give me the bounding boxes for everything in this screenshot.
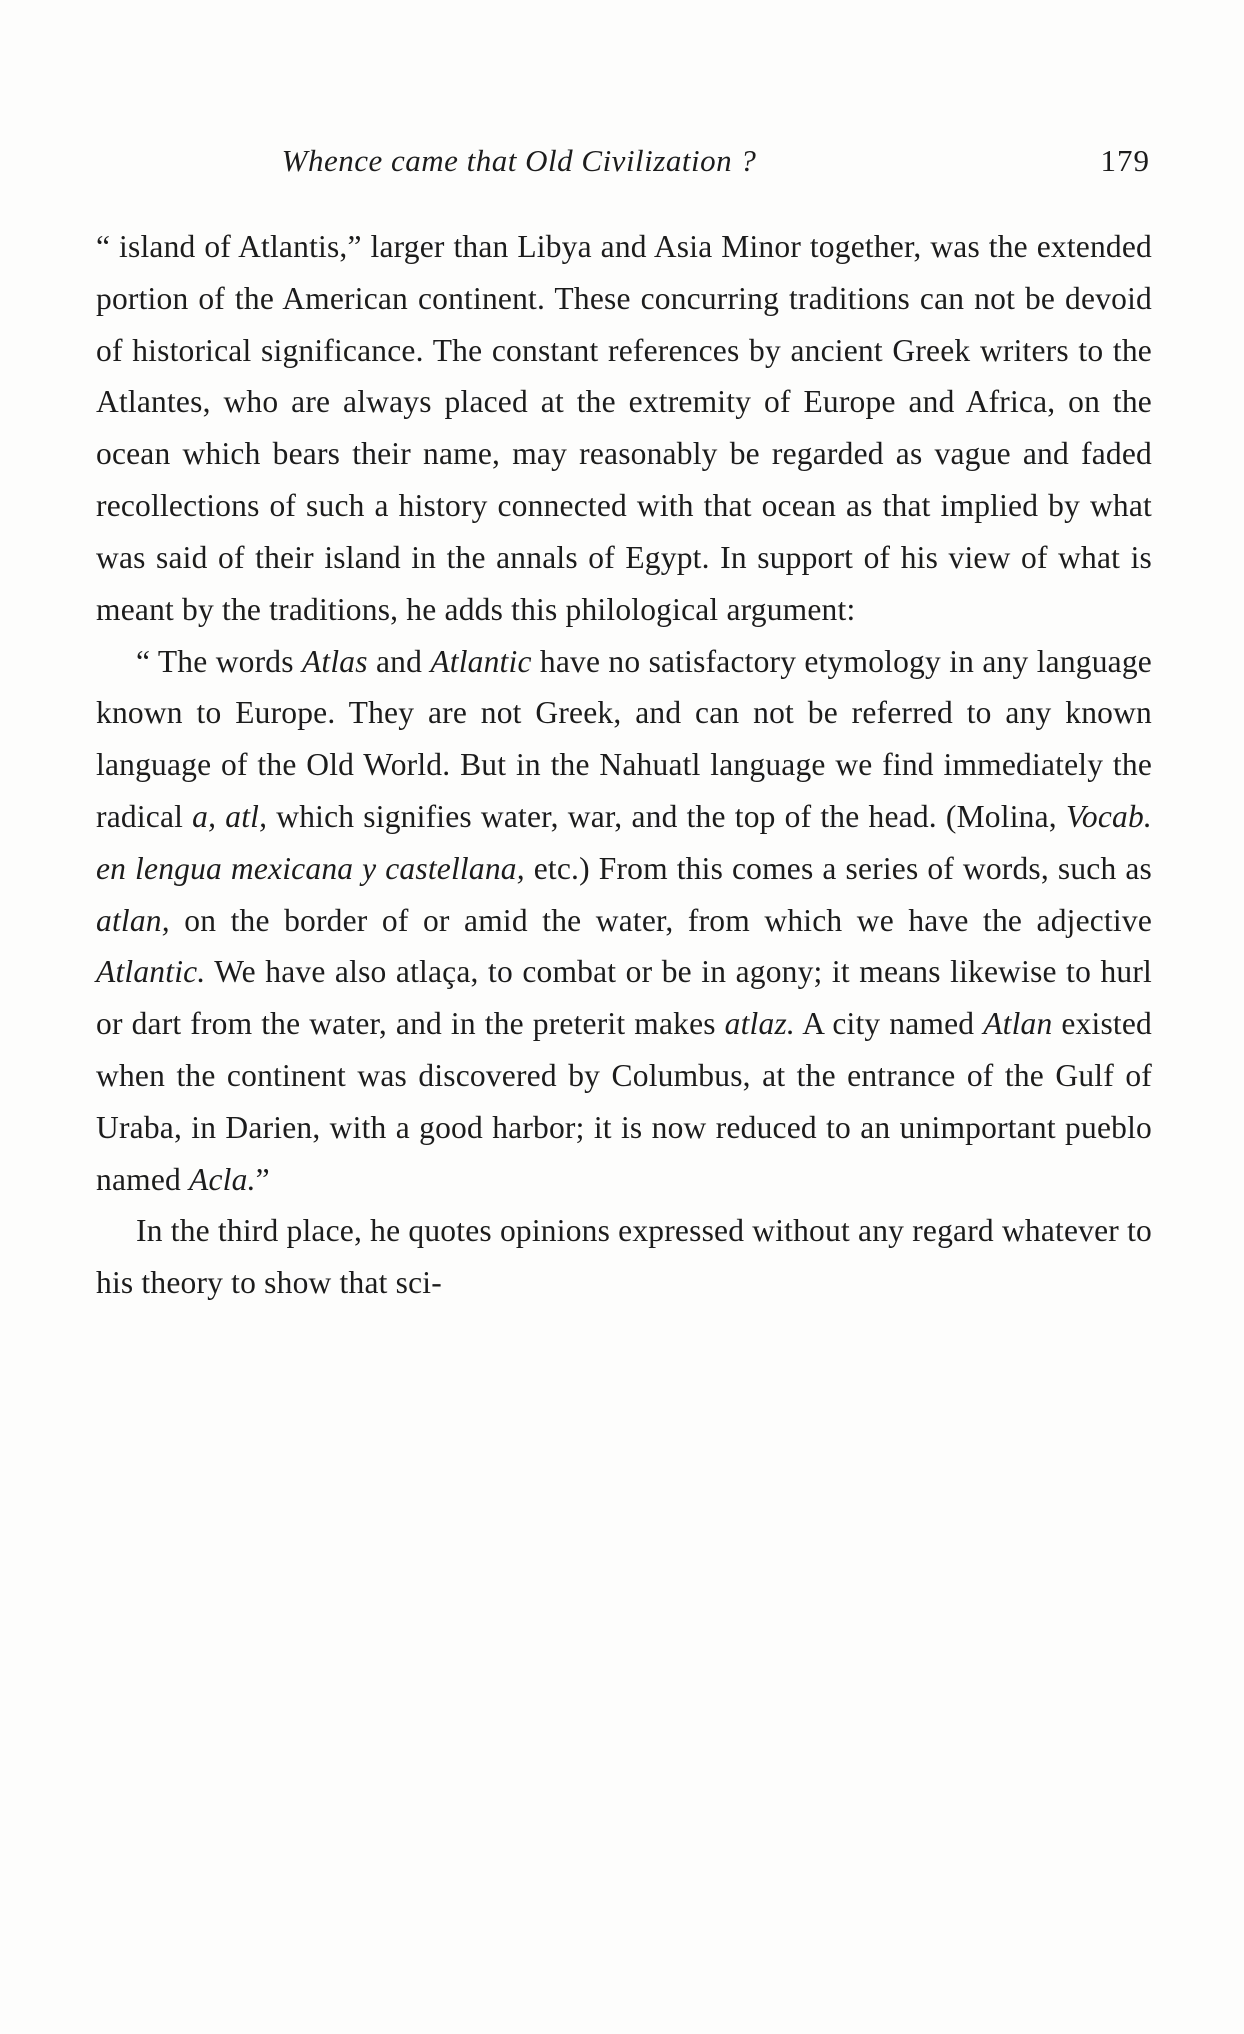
- text-segment: “ island of Atlantis,” larger than Libya and Asia Minor together, was the extended portion of the American continent. These concurring traditions can not be devoid of historical significance. The constant references by ancient Greek writers to the Atlantes, who are always placed at the extremity of Europe and Africa, on the ocean which bears their name, may reasonably be regarded as vague and faded recollections of such a history connected with that ocean as that implied by what was said of their island in the annals of Egypt. In support of his view of what is meant by the traditions, he adds this philological argument:: [96, 229, 1152, 627]
- text-segment: We have also atlaça, to combat or be in agony; it means likewise to hurl or dart from the water, and in the preterit makes: [96, 954, 1152, 1042]
- italic-text-segment: Atlantic: [430, 643, 532, 679]
- italic-text-segment: Acla.: [189, 1161, 256, 1197]
- text-segment: A city named: [795, 1006, 984, 1042]
- text-segment: have no satisfactory etymology in any language known to Europe. They are not Greek, and can not be referred to any known language of the Old World. But in the Nahuatl language we find immediately the radical: [96, 643, 1152, 834]
- text-segment: which signifies water, war, and the top of the head. (Molina,: [267, 798, 1066, 834]
- italic-text-segment: a, atl,: [192, 798, 268, 834]
- paragraph: [96, 221, 1152, 636]
- text-segment: In the third place, he quotes opinions expressed without any regard whatever to his theory to show that sci-: [96, 1213, 1152, 1301]
- italic-text-segment: atlan,: [96, 902, 170, 938]
- running-head-title: Whence came that Old Civilization ?: [281, 143, 757, 178]
- paragraph: [96, 636, 1152, 1206]
- running-head: [96, 143, 1152, 187]
- italic-text-segment: Atlan: [983, 1006, 1053, 1042]
- italic-text-segment: Atlas: [301, 643, 368, 679]
- italic-text-segment: Vocab. en lengua mexicana y castellana,: [96, 798, 1152, 886]
- page-number: 179: [1100, 143, 1150, 178]
- page-text: [96, 221, 1152, 1309]
- paragraph: [96, 1205, 1152, 1309]
- text-segment: etc.) From this comes a series of words, such as: [524, 850, 1153, 886]
- italic-text-segment: atlaz.: [724, 1006, 795, 1042]
- text-segment: on the border of or amid the water, from which we have the adjective: [169, 902, 1152, 938]
- text-segment: “ The words: [136, 643, 302, 679]
- italic-text-segment: Atlantic.: [96, 954, 206, 990]
- text-segment: and: [367, 643, 431, 679]
- text-segment: ”: [255, 1161, 270, 1197]
- text-segment: existed when the continent was discovered by Columbus, at the entrance of the Gulf of Uraba, in Darien, with a good harbor; it is now reduced to an unimportant pueblo named: [96, 1006, 1152, 1197]
